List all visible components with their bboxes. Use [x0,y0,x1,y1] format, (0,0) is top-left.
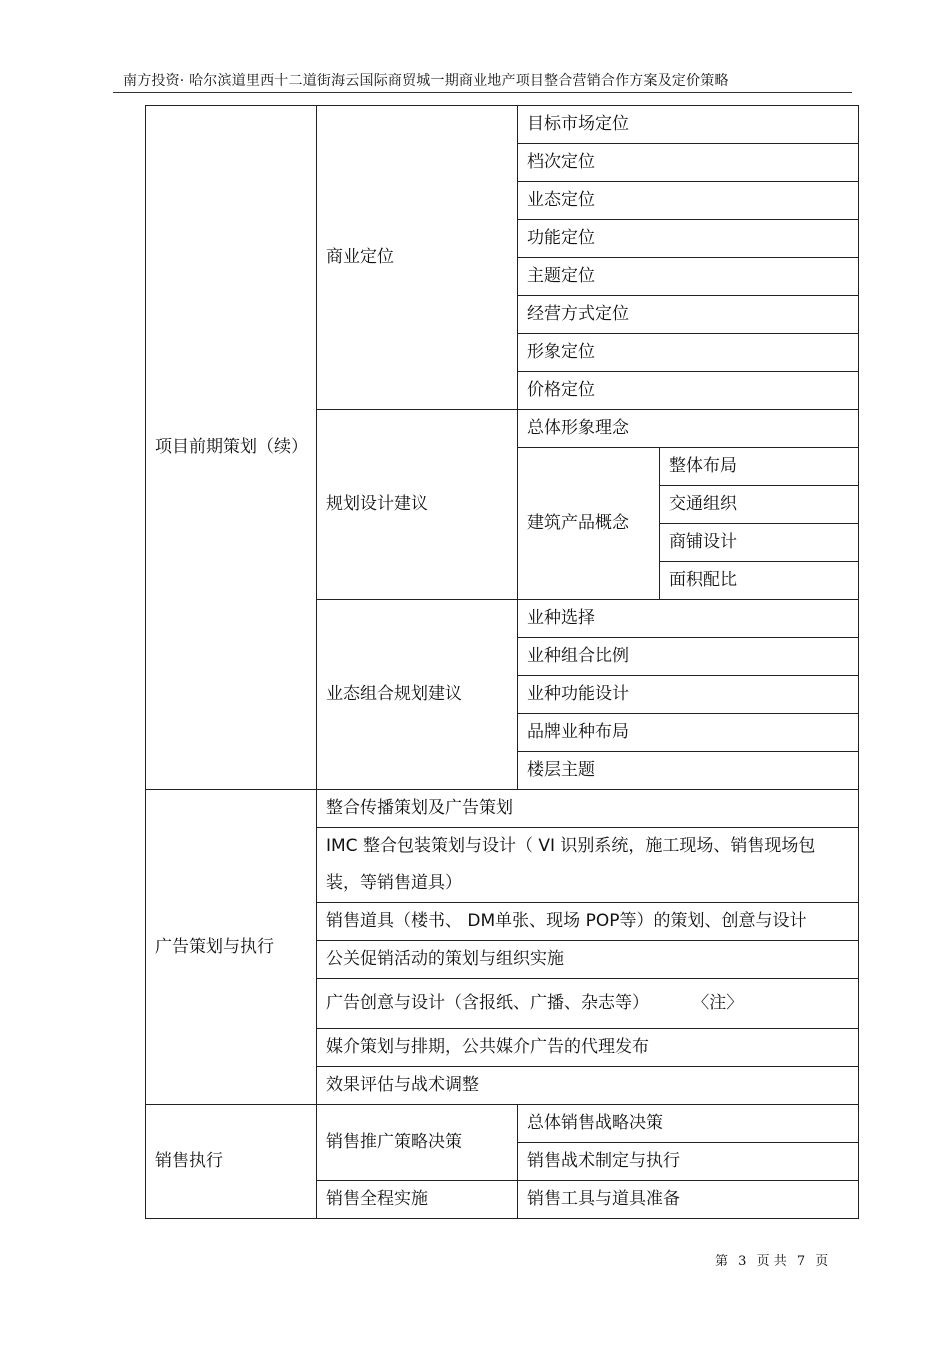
table-cell: 主题定位 [518,258,859,296]
table-cell: 目标市场定位 [518,106,859,144]
header-divider [113,92,852,93]
table-cell: 整合传播策划及广告策划 [317,790,859,828]
table-cell: 形象定位 [518,334,859,372]
subcategory-format-planning: 业态组合规划建议 [317,600,518,790]
table-cell: IMC 整合包装策划与设计（ VI 识别系统，施工现场、销售现场包装，等销售道具） [317,828,859,903]
subcategory-sales-full-process: 销售全程实施 [317,1181,518,1219]
subcategory-commercial-positioning: 商业定位 [317,106,518,410]
table-cell: 业种组合比例 [518,638,859,676]
category-sales: 销售执行 [146,1105,317,1219]
page-header-title: 南方投资· 哈尔滨道里西十二道街海云国际商贸城一期商业地产项目整合营销合作方案及定价策略 [123,73,729,89]
table-cell: 价格定位 [518,372,859,410]
service-table [145,105,859,1219]
table-cell: 效果评估与战术调整 [317,1067,859,1105]
table-row [146,790,859,828]
category-early-planning: 项目前期策划（续） [146,106,317,790]
page-label-mid: 页 共 [756,1254,787,1269]
subcategory-planning-design: 规划设计建议 [317,410,518,600]
table-cell: 广告创意与设计（含报纸、广播、杂志等） 〈注〉 [317,979,859,1029]
table-cell: 交通组织 [660,486,859,524]
subcategory-sales-promotion: 销售推广策略决策 [317,1105,518,1181]
page-footer [715,1250,828,1269]
table-cell: 业种选择 [518,600,859,638]
table-cell: 媒介策划与排期，公共媒介广告的代理发布 [317,1029,859,1067]
architecture-concept-cell: 建筑产品概念 [518,448,660,600]
table-cell: 公关促销活动的策划与组织实施 [317,941,859,979]
page-total-number: 7 [796,1254,806,1269]
table-cell: 面积配比 [660,562,859,600]
category-advertising: 广告策划与执行 [146,790,317,1105]
table-cell: 品牌业种布局 [518,714,859,752]
table-cell: 整体布局 [660,448,859,486]
table-cell: 档次定位 [518,144,859,182]
page-label-prefix: 第 [715,1254,729,1269]
table-cell: 销售战术制定与执行 [518,1143,859,1181]
table-cell: 经营方式定位 [518,296,859,334]
table-cell: 商铺设计 [660,524,859,562]
table-cell: 楼层主题 [518,752,859,790]
table-cell: 总体形象理念 [518,410,859,448]
page-current-number: 3 [738,1254,747,1269]
table-row [146,1105,859,1143]
table-cell: 销售道具（楼书、 DM单张、现场 POP等）的策划、创意与设计 [317,903,859,941]
table-cell: 销售工具与道具准备 [518,1181,859,1219]
table-cell: 业种功能设计 [518,676,859,714]
table-cell: 功能定位 [518,220,859,258]
table-row [146,106,859,144]
table-cell: 业态定位 [518,182,859,220]
table-cell: 总体销售战略决策 [518,1105,859,1143]
page-label-suffix: 页 [815,1254,829,1269]
